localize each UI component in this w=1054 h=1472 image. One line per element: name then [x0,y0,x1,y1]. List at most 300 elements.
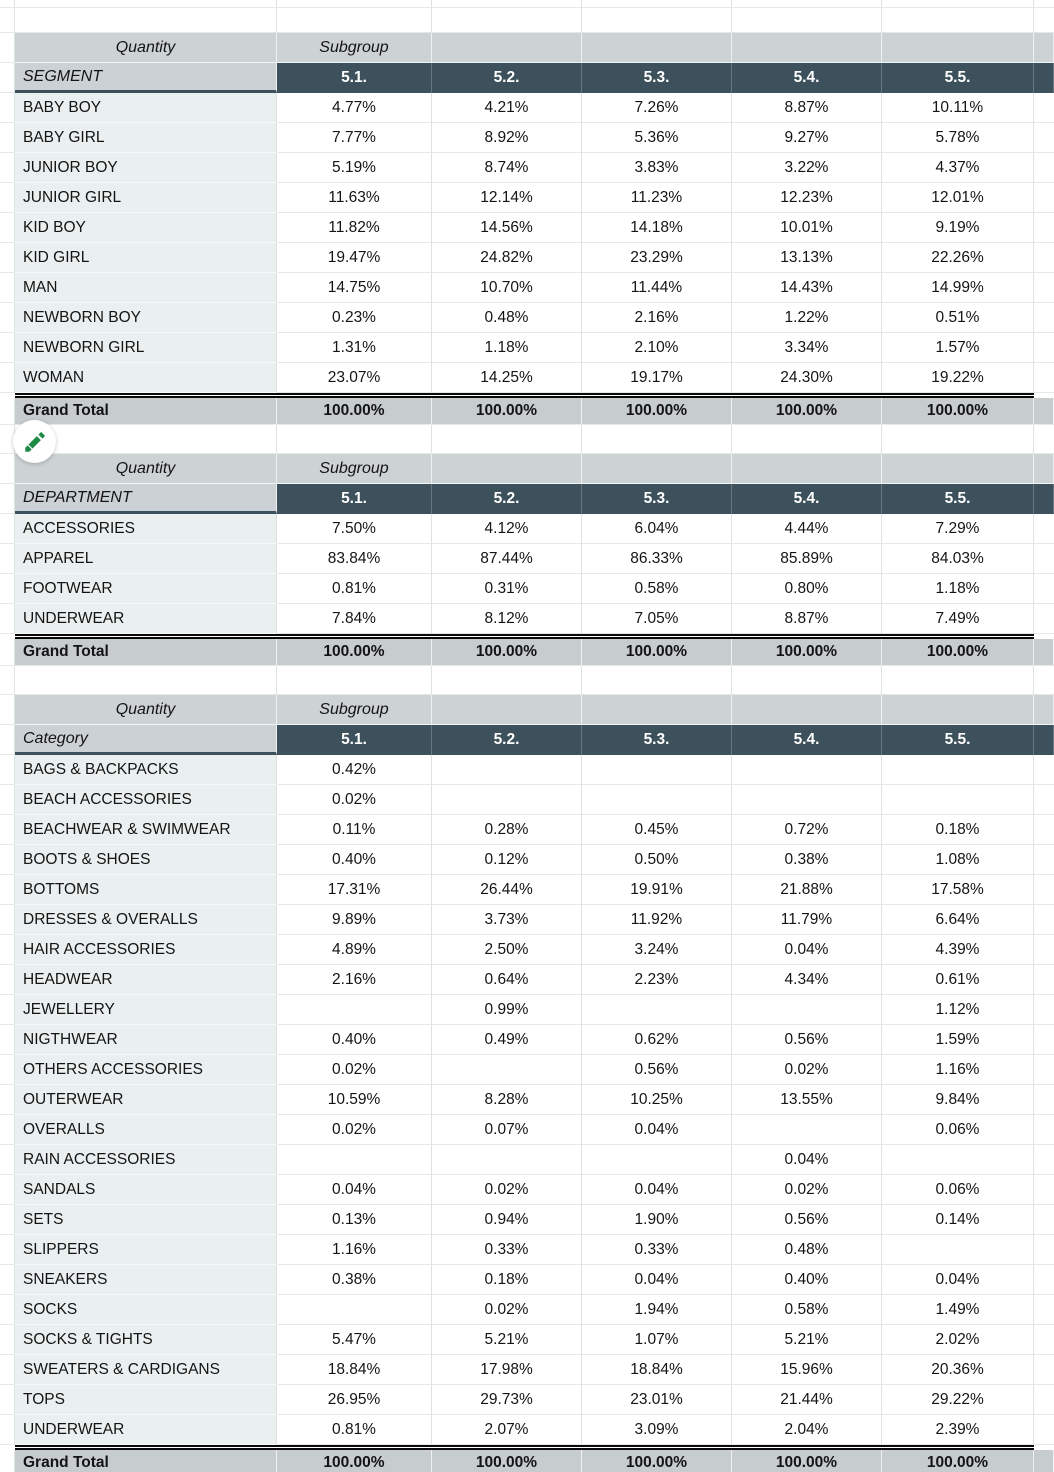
value-cell[interactable]: 4.89% [277,935,432,965]
value-cell[interactable]: 87.44% [432,544,582,574]
value-cell[interactable]: 2.50% [432,935,582,965]
grid-cell [1034,333,1054,363]
value-cell[interactable]: 6.64% [882,905,1034,935]
value-cell[interactable]: 13.55% [732,1085,882,1115]
value-cell[interactable]: 19.47% [277,243,432,273]
value-cell[interactable]: 0.31% [432,574,582,604]
value-cell[interactable] [882,785,1034,815]
grand-total-value-cell[interactable]: 100.00% [582,639,732,666]
value-cell[interactable]: 0.33% [432,1235,582,1265]
grid-cell [882,33,1034,63]
row-label-cell[interactable]: DRESSES & OVERALLS [15,905,277,935]
value-cell[interactable]: 18.84% [277,1355,432,1385]
grid-cell [1034,425,1054,454]
grand-total-value-cell[interactable]: 100.00% [277,1450,432,1472]
column-header-cell[interactable]: 5.5. [882,725,1034,755]
grid-cell [0,398,15,425]
value-cell[interactable]: 3.24% [582,935,732,965]
row-label-cell[interactable]: OUTERWEAR [15,1085,277,1115]
value-cell[interactable]: 0.42% [277,755,432,785]
value-cell[interactable]: 0.45% [582,815,732,845]
value-cell[interactable]: 4.77% [277,93,432,123]
value-cell[interactable]: 10.11% [882,93,1034,123]
value-cell[interactable]: 14.99% [882,273,1034,303]
row-label-cell[interactable]: SOCKS [15,1295,277,1325]
value-cell[interactable]: 0.62% [582,1025,732,1055]
value-cell[interactable]: 9.84% [882,1085,1034,1115]
value-cell[interactable]: 7.29% [882,514,1034,544]
grid-cell [1034,639,1054,666]
value-cell[interactable]: 0.33% [582,1235,732,1265]
value-cell[interactable]: 12.23% [732,183,882,213]
value-cell[interactable]: 0.04% [277,1175,432,1205]
row-label-cell[interactable]: JUNIOR BOY [15,153,277,183]
grid-cell [732,695,882,725]
value-cell[interactable]: 11.82% [277,213,432,243]
value-cell[interactable]: 0.56% [582,1055,732,1085]
value-cell[interactable]: 5.36% [582,123,732,153]
column-header-cell[interactable]: 5.2. [432,484,582,514]
grid-cell [732,8,882,33]
value-cell[interactable]: 1.22% [732,303,882,333]
grid-cell [15,8,277,33]
value-cell[interactable]: 10.59% [277,1085,432,1115]
grand-total-value-cell[interactable]: 100.00% [882,639,1034,666]
column-header-cell[interactable]: 5.4. [732,63,882,93]
value-cell[interactable]: 10.01% [732,213,882,243]
grand-total-value-cell[interactable]: 100.00% [732,1450,882,1472]
row-label-cell[interactable]: BABY BOY [15,93,277,123]
value-cell[interactable]: 4.44% [732,514,882,544]
grid-cell [0,639,15,666]
value-cell[interactable] [582,995,732,1025]
value-cell[interactable]: 1.18% [432,333,582,363]
column-header-cell[interactable]: 5.3. [582,484,732,514]
value-cell[interactable]: 11.44% [582,273,732,303]
value-cell[interactable]: 0.38% [277,1265,432,1295]
value-cell[interactable]: 0.04% [582,1175,732,1205]
grid-cell [0,1205,15,1235]
row-label-cell[interactable]: BAGS & BACKPACKS [15,755,277,785]
column-header-cell[interactable]: 5.1. [277,63,432,93]
value-cell[interactable]: 23.01% [582,1385,732,1415]
row-label-cell[interactable]: OVERALLS [15,1115,277,1145]
grand-total-value-cell[interactable]: 100.00% [582,398,732,425]
grid-cell [1034,273,1054,303]
cell-dimension-label[interactable]: Category [15,725,277,755]
row-label-cell[interactable]: KID BOY [15,213,277,243]
value-cell[interactable]: 0.50% [582,845,732,875]
value-cell[interactable]: 11.92% [582,905,732,935]
value-cell[interactable]: 21.88% [732,875,882,905]
value-cell[interactable]: 1.12% [882,995,1034,1025]
cell-subgroup-label[interactable]: Subgroup [277,454,432,484]
value-cell[interactable] [582,785,732,815]
value-cell[interactable]: 1.90% [582,1205,732,1235]
value-cell[interactable]: 14.25% [432,363,582,393]
grid-cell [582,666,732,695]
value-cell[interactable]: 0.38% [732,845,882,875]
column-header-cell[interactable]: 5.1. [277,725,432,755]
value-cell[interactable]: 0.58% [732,1295,882,1325]
row-label-cell[interactable]: BABY GIRL [15,123,277,153]
value-cell[interactable]: 3.34% [732,333,882,363]
grand-total-value-cell[interactable]: 100.00% [882,1450,1034,1472]
value-cell[interactable]: 3.83% [582,153,732,183]
value-cell[interactable]: 4.12% [432,514,582,544]
value-cell[interactable]: 8.92% [432,123,582,153]
value-cell[interactable]: 2.23% [582,965,732,995]
value-cell[interactable]: 2.39% [882,1415,1034,1445]
value-cell[interactable]: 8.87% [732,93,882,123]
value-cell[interactable]: 2.02% [882,1325,1034,1355]
value-cell[interactable]: 4.21% [432,93,582,123]
value-cell[interactable]: 0.51% [882,303,1034,333]
value-cell[interactable]: 1.08% [882,845,1034,875]
row-label-cell[interactable]: SOCKS & TIGHTS [15,1325,277,1355]
value-cell[interactable]: 0.02% [732,1055,882,1085]
grand-total-value-cell[interactable]: 100.00% [732,398,882,425]
grid-cell [1034,815,1054,845]
value-cell[interactable]: 0.04% [582,1115,732,1145]
column-header-cell[interactable]: 5.2. [432,725,582,755]
row-label-cell[interactable]: SANDALS [15,1175,277,1205]
value-cell[interactable]: 0.23% [277,303,432,333]
value-cell[interactable]: 0.94% [432,1205,582,1235]
grid-cell [0,965,15,995]
value-cell[interactable]: 0.04% [732,935,882,965]
value-cell[interactable]: 1.16% [882,1055,1034,1085]
value-cell[interactable]: 29.22% [882,1385,1034,1415]
row-label-cell[interactable]: BEACH ACCESSORIES [15,785,277,815]
row-label-cell[interactable]: OTHERS ACCESSORIES [15,1055,277,1085]
grand-total-value-cell[interactable]: 100.00% [432,398,582,425]
value-cell[interactable]: 0.81% [277,574,432,604]
value-cell[interactable]: 4.34% [732,965,882,995]
value-cell[interactable]: 21.44% [732,1385,882,1415]
value-cell[interactable]: 2.16% [582,303,732,333]
value-cell[interactable]: 0.49% [432,1025,582,1055]
grid-cell [1034,8,1054,33]
grid-cell [1034,363,1054,393]
value-cell[interactable]: 1.49% [882,1295,1034,1325]
value-cell[interactable]: 7.49% [882,604,1034,634]
value-cell[interactable]: 5.47% [277,1325,432,1355]
value-cell[interactable]: 0.40% [277,1025,432,1055]
value-cell[interactable]: 0.02% [277,785,432,815]
value-cell[interactable]: 83.84% [277,544,432,574]
grid-cell [1034,604,1054,634]
value-cell[interactable]: 18.84% [582,1355,732,1385]
value-cell[interactable]: 20.36% [882,1355,1034,1385]
value-cell[interactable]: 19.17% [582,363,732,393]
column-header-cell[interactable]: 5.4. [732,725,882,755]
grid-cell [277,8,432,33]
cell-measure-label[interactable]: Quantity [15,33,277,63]
value-cell[interactable]: 1.18% [882,574,1034,604]
grand-total-value-cell[interactable]: 100.00% [432,1450,582,1472]
grid-cell [0,1325,15,1355]
value-cell[interactable]: 0.64% [432,965,582,995]
value-cell[interactable]: 2.07% [432,1415,582,1445]
grand-total-value-cell[interactable]: 100.00% [882,398,1034,425]
value-cell[interactable]: 1.16% [277,1235,432,1265]
value-cell[interactable]: 1.31% [277,333,432,363]
grid-cell [0,1115,15,1145]
value-cell[interactable]: 1.57% [882,333,1034,363]
value-cell[interactable] [432,1145,582,1175]
row-label-cell[interactable]: NEWBORN GIRL [15,333,277,363]
value-cell[interactable]: 8.28% [432,1085,582,1115]
value-cell[interactable]: 7.26% [582,93,732,123]
value-cell[interactable]: 2.04% [732,1415,882,1445]
row-label-cell[interactable]: SNEAKERS [15,1265,277,1295]
column-header-cell[interactable]: 5.3. [582,725,732,755]
value-cell[interactable]: 4.37% [882,153,1034,183]
value-cell[interactable]: 12.14% [432,183,582,213]
row-label-cell[interactable]: UNDERWEAR [15,1415,277,1445]
cell-subgroup-label[interactable]: Subgroup [277,695,432,725]
value-cell[interactable] [277,995,432,1025]
value-cell[interactable]: 17.31% [277,875,432,905]
row-label-cell[interactable]: SETS [15,1205,277,1235]
value-cell[interactable]: 11.63% [277,183,432,213]
value-cell[interactable]: 0.02% [732,1175,882,1205]
value-cell[interactable]: 14.75% [277,273,432,303]
row-label-cell[interactable]: HEADWEAR [15,965,277,995]
grid-cell [1034,303,1054,333]
value-cell[interactable]: 11.79% [732,905,882,935]
value-cell[interactable]: 14.56% [432,213,582,243]
row-label-cell[interactable]: SLIPPERS [15,1235,277,1265]
value-cell[interactable]: 0.48% [732,1235,882,1265]
row-label-cell[interactable]: KID GIRL [15,243,277,273]
value-cell[interactable]: 0.12% [432,845,582,875]
grid-cell [1034,1055,1054,1085]
value-cell[interactable] [432,755,582,785]
value-cell[interactable] [882,755,1034,785]
value-cell[interactable]: 0.18% [432,1265,582,1295]
cell-measure-label[interactable]: Quantity [15,454,277,484]
value-cell[interactable]: 0.40% [277,845,432,875]
value-cell[interactable]: 0.04% [732,1145,882,1175]
value-cell[interactable]: 5.19% [277,153,432,183]
value-cell[interactable]: 3.22% [732,153,882,183]
value-cell[interactable] [432,785,582,815]
value-cell[interactable]: 5.21% [432,1325,582,1355]
value-cell[interactable]: 10.70% [432,273,582,303]
value-cell[interactable]: 86.33% [582,544,732,574]
value-cell[interactable] [582,755,732,785]
value-cell[interactable]: 14.18% [582,213,732,243]
value-cell[interactable]: 10.25% [582,1085,732,1115]
value-cell[interactable]: 0.04% [882,1265,1034,1295]
value-cell[interactable]: 3.09% [582,1415,732,1445]
row-label-cell[interactable]: HAIR ACCESSORIES [15,935,277,965]
row-label-cell[interactable]: ACCESSORIES [15,514,277,544]
cell-dimension-label[interactable]: SEGMENT [15,63,277,93]
value-cell[interactable]: 85.89% [732,544,882,574]
grid-cell [15,0,277,8]
value-cell[interactable]: 0.02% [277,1115,432,1145]
row-label-cell[interactable]: JEWELLERY [15,995,277,1025]
row-label-cell[interactable]: NIGTHWEAR [15,1025,277,1055]
value-cell[interactable]: 0.18% [882,815,1034,845]
grid-cell [0,213,15,243]
value-cell[interactable]: 7.50% [277,514,432,544]
value-cell[interactable]: 0.28% [432,815,582,845]
value-cell[interactable]: 13.13% [732,243,882,273]
value-cell[interactable]: 8.12% [432,604,582,634]
grid-cell [0,1355,15,1385]
value-cell[interactable]: 84.03% [882,544,1034,574]
value-cell[interactable]: 24.30% [732,363,882,393]
grand-total-value-cell[interactable]: 100.00% [582,1450,732,1472]
value-cell[interactable] [277,1295,432,1325]
value-cell[interactable]: 23.07% [277,363,432,393]
row-label-cell[interactable]: UNDERWEAR [15,604,277,634]
value-cell[interactable]: 15.96% [732,1355,882,1385]
value-cell[interactable]: 5.21% [732,1325,882,1355]
grid-cell [0,1055,15,1085]
row-label-cell[interactable]: NEWBORN BOY [15,303,277,333]
cell-measure-label[interactable]: Quantity [15,695,277,725]
cell-dimension-label[interactable]: DEPARTMENT [15,484,277,514]
value-cell[interactable]: 0.58% [582,574,732,604]
value-cell[interactable]: 14.43% [732,273,882,303]
row-label-cell[interactable]: WOMAN [15,363,277,393]
row-label-cell[interactable]: BEACHWEAR & SWIMWEAR [15,815,277,845]
row-label-cell[interactable]: BOOTS & SHOES [15,845,277,875]
value-cell[interactable]: 7.84% [277,604,432,634]
value-cell[interactable]: 0.06% [882,1115,1034,1145]
value-cell[interactable] [582,1145,732,1175]
value-cell[interactable] [277,1145,432,1175]
value-cell[interactable]: 6.04% [582,514,732,544]
value-cell[interactable]: 0.02% [432,1295,582,1325]
grid-cell [0,755,15,785]
grid-cell [1034,1415,1054,1445]
value-cell[interactable]: 0.56% [732,1025,882,1055]
value-cell[interactable] [432,1055,582,1085]
value-cell[interactable]: 22.26% [882,243,1034,273]
value-cell[interactable] [732,785,882,815]
value-cell[interactable] [882,1235,1034,1265]
row-label-cell[interactable]: SWEATERS & CARDIGANS [15,1355,277,1385]
grid-cell [1034,1085,1054,1115]
grand-total-value-cell[interactable]: 100.00% [732,639,882,666]
cell-subgroup-label[interactable]: Subgroup [277,33,432,63]
row-label-cell[interactable]: TOPS [15,1385,277,1415]
value-cell[interactable]: 0.06% [882,1175,1034,1205]
value-cell[interactable]: 0.11% [277,815,432,845]
grid-cell [0,604,15,634]
column-header-cell[interactable]: 5.3. [582,63,732,93]
column-header-cell[interactable]: 5.2. [432,63,582,93]
edit-annotation-button[interactable] [13,420,56,463]
column-header-cell[interactable]: 5.5. [882,63,1034,93]
value-cell[interactable]: 5.78% [882,123,1034,153]
value-cell[interactable]: 0.14% [882,1205,1034,1235]
grid-cell [0,905,15,935]
value-cell[interactable]: 0.40% [732,1265,882,1295]
value-cell[interactable] [732,755,882,785]
grid-cell [1034,695,1054,725]
value-cell[interactable]: 7.05% [582,604,732,634]
value-cell[interactable]: 23.29% [582,243,732,273]
value-cell[interactable]: 26.95% [277,1385,432,1415]
value-cell[interactable]: 0.48% [432,303,582,333]
value-cell[interactable]: 0.81% [277,1415,432,1445]
grand-total-value-cell[interactable]: 100.00% [432,639,582,666]
value-cell[interactable]: 0.72% [732,815,882,845]
value-cell[interactable]: 8.74% [432,153,582,183]
value-cell[interactable]: 1.94% [582,1295,732,1325]
value-cell[interactable]: 7.77% [277,123,432,153]
row-label-cell[interactable]: JUNIOR GIRL [15,183,277,213]
value-cell[interactable]: 9.19% [882,213,1034,243]
value-cell[interactable]: 2.10% [582,333,732,363]
value-cell[interactable]: 0.56% [732,1205,882,1235]
grand-total-label-cell[interactable]: Grand Total [15,639,277,666]
value-cell[interactable] [732,995,882,1025]
grand-total-value-cell[interactable]: 100.00% [277,398,432,425]
value-cell[interactable]: 1.07% [582,1325,732,1355]
value-cell[interactable]: 24.82% [432,243,582,273]
value-cell[interactable]: 3.73% [432,905,582,935]
row-label-cell[interactable]: APPAREL [15,544,277,574]
value-cell[interactable]: 0.04% [582,1265,732,1295]
grand-total-value-cell[interactable]: 100.00% [277,639,432,666]
value-cell[interactable]: 2.16% [277,965,432,995]
value-cell[interactable]: 11.23% [582,183,732,213]
row-label-cell[interactable]: BOTTOMS [15,875,277,905]
grid-cell [432,695,582,725]
value-cell[interactable]: 8.87% [732,604,882,634]
value-cell[interactable]: 0.61% [882,965,1034,995]
grand-total-label-cell[interactable]: Grand Total [15,398,277,425]
column-header-cell[interactable]: 5.1. [277,484,432,514]
value-cell[interactable]: 26.44% [432,875,582,905]
row-label-cell[interactable]: RAIN ACCESSORIES [15,1145,277,1175]
column-header-cell[interactable]: 5.5. [882,484,1034,514]
value-cell[interactable]: 0.07% [432,1115,582,1145]
value-cell[interactable]: 9.27% [732,123,882,153]
value-cell[interactable]: 0.02% [277,1055,432,1085]
value-cell[interactable] [882,1145,1034,1175]
row-label-cell[interactable]: MAN [15,273,277,303]
value-cell[interactable]: 17.98% [432,1355,582,1385]
value-cell[interactable]: 19.91% [582,875,732,905]
value-cell[interactable]: 9.89% [277,905,432,935]
value-cell[interactable]: 19.22% [882,363,1034,393]
grand-total-label-cell[interactable]: Grand Total [15,1450,277,1472]
value-cell[interactable]: 0.02% [432,1175,582,1205]
value-cell[interactable]: 12.01% [882,183,1034,213]
value-cell[interactable]: 1.59% [882,1025,1034,1055]
value-cell[interactable] [732,1115,882,1145]
value-cell[interactable]: 0.13% [277,1205,432,1235]
value-cell[interactable]: 17.58% [882,875,1034,905]
value-cell[interactable]: 0.99% [432,995,582,1025]
value-cell[interactable]: 0.80% [732,574,882,604]
grid-cell [432,0,582,8]
grid-cell [432,33,582,63]
value-cell[interactable]: 4.39% [882,935,1034,965]
column-header-cell[interactable]: 5.4. [732,484,882,514]
row-label-cell[interactable]: FOOTWEAR [15,574,277,604]
value-cell[interactable]: 29.73% [432,1385,582,1415]
